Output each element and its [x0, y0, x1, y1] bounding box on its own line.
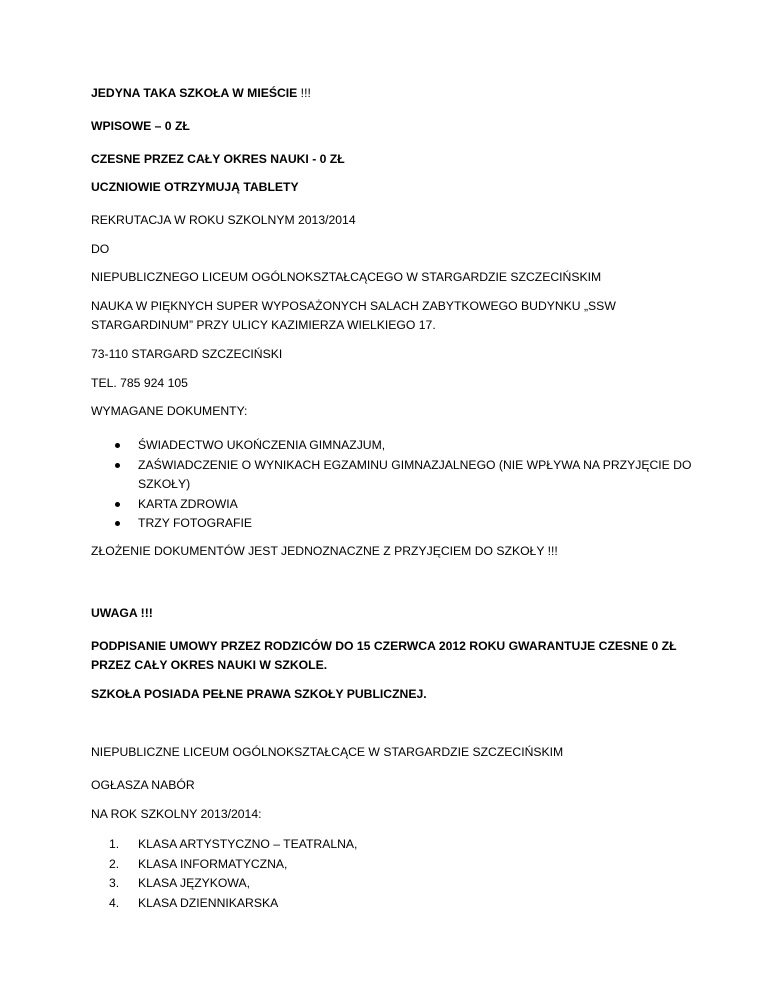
liceum2-line: NIEPUBLICZNE LICEUM OGÓLNOKSZTAŁCĄCE W STARGARDZIE SZCZECIŃSKIM — [91, 745, 564, 759]
list-item-text: KLASA ARTYSTYCZNO – TEATRALNA, — [138, 837, 358, 851]
list-item-text: KARTA ZDROWIA — [138, 496, 238, 511]
required-docs-heading: WYMAGANE DOKUMENTY: — [91, 404, 248, 418]
list-number: 1. — [109, 837, 120, 851]
list-item — [0, 835, 718, 855]
address-line: 73-110 STARGARD SZCZECIŃSKI — [91, 347, 283, 361]
list-item-text: KLASA JĘZYKOWA, — [138, 876, 250, 890]
oglasza-line: OGŁASZA NABÓR — [91, 778, 195, 792]
list-item — [0, 855, 718, 875]
tablety-line: UCZNIOWIE OTRZYMUJĄ TABLETY — [91, 180, 299, 194]
list-item-text: KLASA DZIENNIKARSKA — [138, 895, 279, 910]
list-number: 2. — [109, 856, 120, 871]
headline-exclaim: !!! — [297, 86, 311, 100]
wpisowe-line: WPISOWE – 0 ZŁ — [91, 119, 190, 133]
list-number: 4. — [109, 895, 120, 910]
prawa-line: SZKOŁA POSIADA PEŁNE PRAWA SZKOŁY PUBLICZNEJ. — [91, 687, 427, 701]
headline — [91, 84, 311, 103]
list-item-text: TRZY FOTOGRAFIE — [138, 516, 252, 530]
list-item — [0, 436, 718, 456]
liceum-line: NIEPUBLICZNEGO LICEUM OGÓLNOKSZTAŁCĄCEGO W STARGARDZIE SZCZECIŃSKIM — [91, 270, 602, 284]
rok-line: NA ROK SZKOLNY 2013/2014: — [91, 807, 262, 821]
list-item-text: ZAŚWIADCZENIE O WYNIKACH EGZAMINU GIMNAZJALNEGO (NIE WPŁYWA NA PRZYJĘCIE DO SZKOŁY) — [138, 457, 692, 491]
list-item — [0, 894, 718, 914]
required-docs-list — [0, 436, 718, 534]
list-item — [0, 514, 718, 534]
zlozenie-line: ZŁOŻENIE DOKUMENTÓW JEST JEDNOZNACZNE Z PRZYJĘCIEM DO SZKOŁY !!! — [91, 544, 558, 558]
phone-line: TEL. 785 924 105 — [91, 376, 188, 390]
classes-list — [0, 835, 718, 913]
uwaga-line: UWAGA !!! — [91, 606, 153, 620]
czesne-line: CZESNE PRZEZ CAŁY OKRES NAUKI - 0 ZŁ — [91, 152, 345, 166]
list-item-text: KLASA INFORMATYCZNA, — [138, 856, 288, 871]
nauka-paragraph: NAUKA W PIĘKNYCH SUPER WYPOSAŻONYCH SALACH ZABYTKOWEGO BUDYNKU „SSW STARGARDINUM” PRZY ULICY KAZIMIERZA WIELKIEGO 17. — [91, 299, 616, 332]
do-line: DO — [91, 242, 110, 256]
headline-main: JEDYNA TAKA SZKOŁA W MIEŚCIE — [91, 86, 298, 100]
list-item — [0, 495, 718, 515]
list-item-text: ŚWIADECTWO UKOŃCZENIA GIMNAZJUM, — [138, 438, 386, 452]
podpisanie-paragraph: PODPISANIE UMOWY PRZEZ RODZICÓW DO 15 CZERWCA 2012 ROKU GWARANTUJE CZESNE 0 ZŁ PRZEZ CAŁY OKRES NAUKI W SZKOLE. — [91, 639, 677, 672]
list-item — [0, 456, 718, 495]
rekrutacja-line: REKRUTACJA W ROKU SZKOLNYM 2013/2014 — [91, 213, 356, 227]
list-item — [0, 874, 718, 894]
list-number: 3. — [109, 876, 120, 890]
